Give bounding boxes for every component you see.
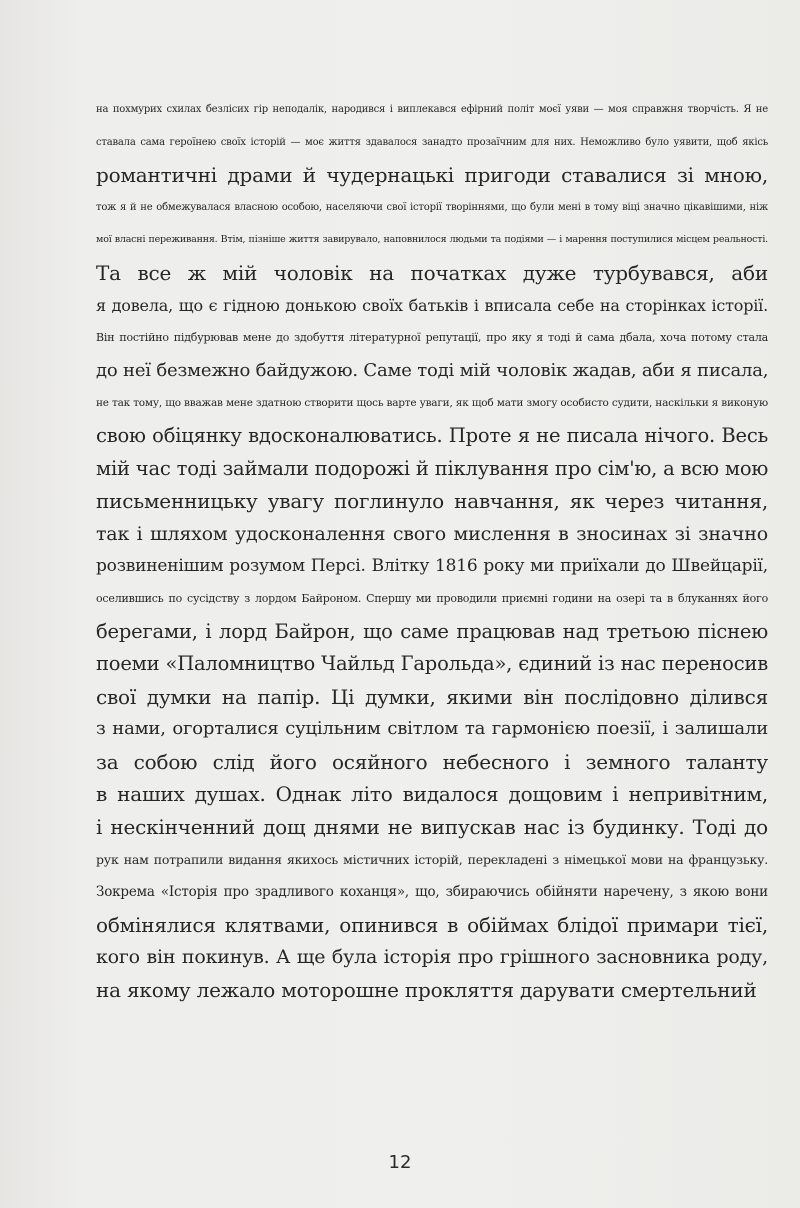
text-line: письменницьку увагу поглинуло навчання, як через читання, xyxy=(96,489,768,514)
text-line: не так тому, що вважав мене здатною створити щось варте уваги, як щоб мати змогу особисто судити, наскільки я виконую xyxy=(96,397,768,410)
text-line: мій час тоді займали подорожі й піклування про сім'ю, а всю мою xyxy=(96,456,769,480)
text-line: ставала сама героїнею своїх історій — моє життя здавалося занадто прозаїчним для них. Неможливо було уявити, щоб якісь xyxy=(96,136,768,148)
text-line: я довела, що є гідною донькою своїх батьків і вписала себе на сторінках історії. xyxy=(96,295,768,315)
text-line: кого він покинув. А ще була історія про грішного засновника роду, xyxy=(96,946,768,969)
text-line: берегами, і лорд Байрон, що саме працював над третьою піснею xyxy=(96,619,768,643)
text-line: в наших душах. Однак літо видалося дощовим і непривітним, xyxy=(96,782,768,807)
page-number: 12 xyxy=(388,1152,412,1173)
text-line: так і шляхом удосконалення свого мислення в зносинах зі значно xyxy=(96,522,768,545)
text-line: свою обіцянку вдосконалюватись. Проте я не писала нічого. Весь xyxy=(96,423,768,447)
text-line: з нами, огорталися суцільним світлом та гармонією поезії, і залишали xyxy=(96,718,768,740)
text-line: обмінялися клятвами, опинився в обіймах блідої примари тієї, xyxy=(96,912,768,937)
text-line: романтичні драми й чудернацькі пригоди ставалися зі мною, xyxy=(96,163,768,188)
text-line: розвиненішим розумом Персі. Влітку 1816 року ми приїхали до Швейцарії, xyxy=(96,556,768,577)
text-line: тож я й не обмежувалася власною особою, населяючи свої історії творіннями, що були мені в тому віці значно цікавішими, ніж xyxy=(96,201,768,213)
text-line: і нескінченний дощ днями не випускав нас із будинку. Тоді до xyxy=(96,815,768,840)
text-line: Він постійно підбурював мене до здобуття літературної репутації, про яку я тоді й сама дбала, хоча потому стала xyxy=(96,331,768,345)
text-line: Та все ж мій чоловік на початках дуже турбувався, аби xyxy=(96,260,768,285)
text-line: мої власні переживання. Втім, пізніше життя завирувало, наповнилося людьми та подіями — і марення поступилися місцем реальності. xyxy=(96,234,768,246)
text-line: поеми «Паломництво Чайльд Гарольда», єдиний із нас переносив xyxy=(96,652,768,676)
text-line: на похмурих схилах безлісих гір неподалік, народився і виплекався ефірний політ моєї уяви — моя справжня творчість. Я не xyxy=(96,104,768,115)
text-line: оселившись по сусідству з лордом Байроном. Спершу ми проводили приємні години на озері та в блуканнях його xyxy=(96,591,768,605)
text-line: до неї безмежно байдужою. Саме тоді мій чоловік жадав, аби я писала, xyxy=(96,359,769,381)
body-text xyxy=(96,94,768,1007)
text-line: Зокрема «Історія про зрадливого коханця», що, збираючись обійняти наречену, з якою вони xyxy=(96,884,768,901)
text-line: рук нам потрапили видання якихось містичних історій, перекладені з німецької мови на французьку. xyxy=(96,851,768,867)
text-line: на якому лежало моторошне прокляття дарувати смертельний xyxy=(96,978,757,1003)
text-line: за собою слід його осяйного небесного і земного таланту xyxy=(96,749,768,774)
text-line: свої думки на папір. Ці думки, якими він послідовно ділився xyxy=(96,684,768,709)
